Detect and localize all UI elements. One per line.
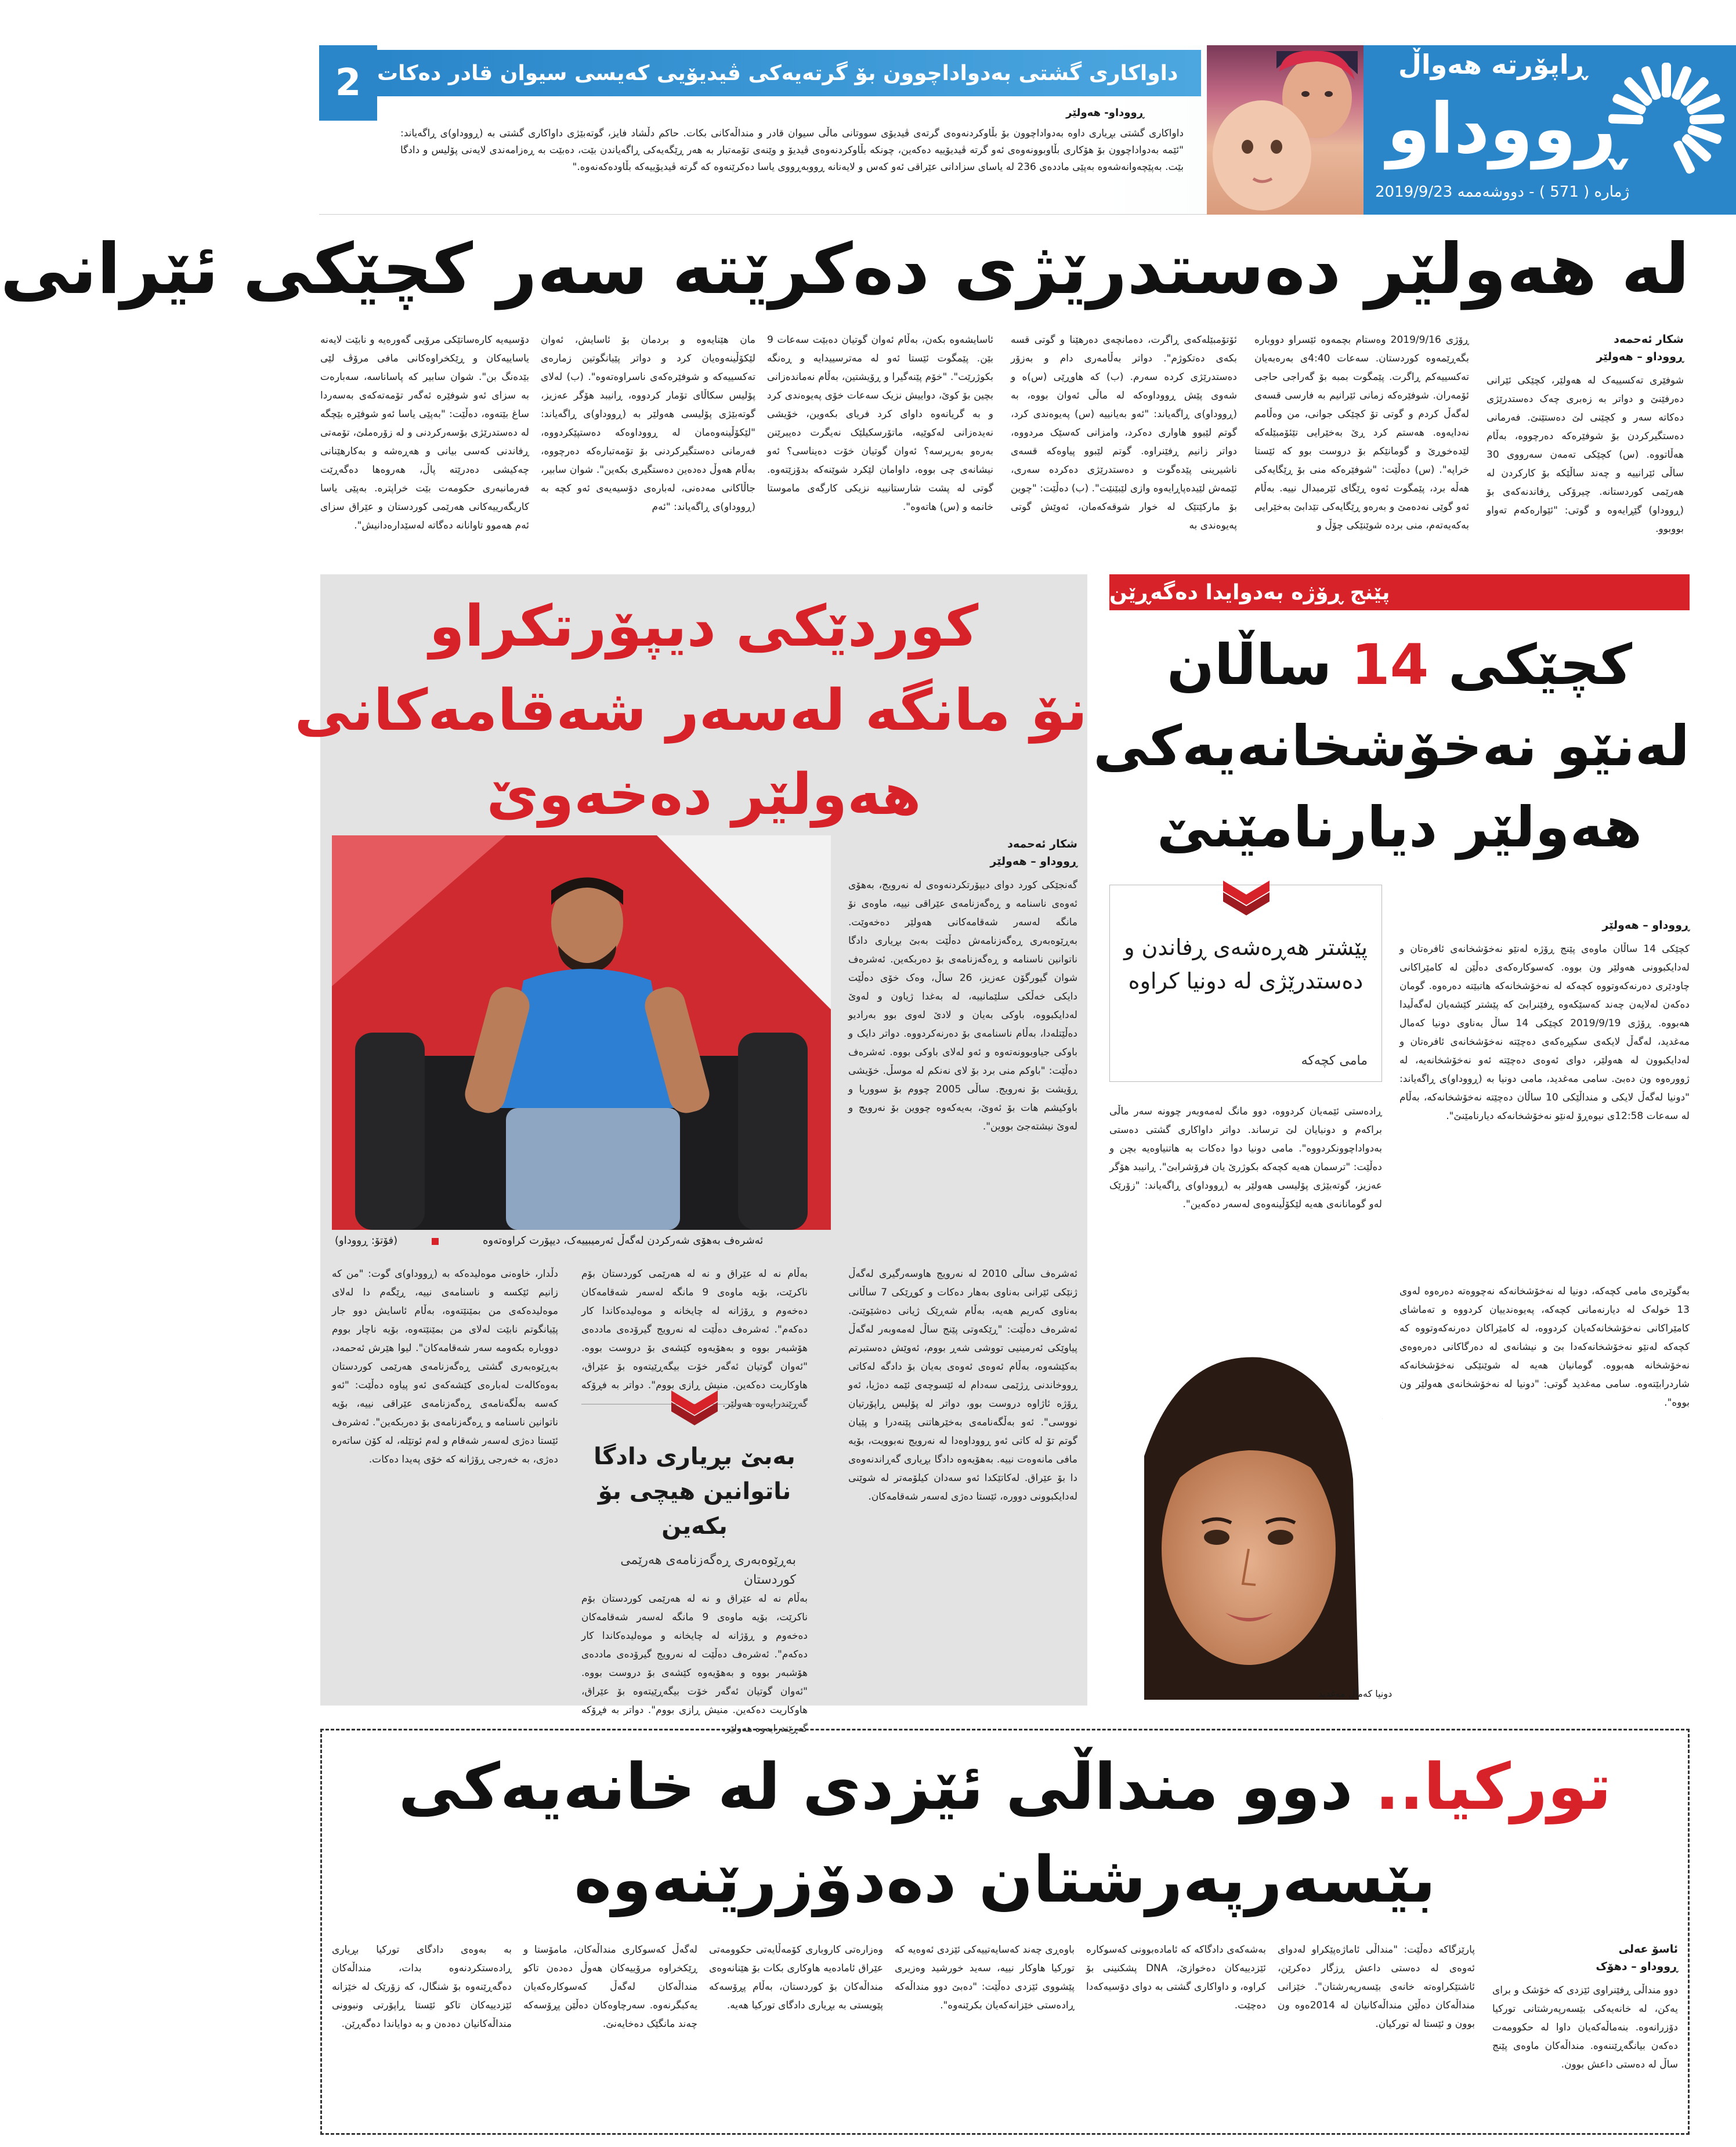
issue-info: ژمارە ( 571 ) - دووشەممە 2019/9/23 — [1375, 183, 1630, 201]
page-number-box — [319, 45, 377, 121]
right-quote-text: پێشتر هەڕەشەی ڕفاندن و دەستدرێژی لە دونیا کراوە — [1124, 935, 1368, 994]
bottom-byline — [1533, 1940, 1678, 1975]
right-headline-part: ساڵان — [1166, 632, 1351, 697]
masthead — [319, 45, 1736, 215]
bottom-column: پارێزگاکە دەڵێت: "منداڵی ئاماژەپێکراو لەدوای ئەوەی لە دەستی داعش ڕزگار دەکرێن، ئاشتێکراوەتە خانەی بێسەرپەرشتان". خێزانی منداڵەکان دەڵێن منداڵەکانیان لە 2014ەوە ون بوون و ئێستا لە تورکیان. — [1278, 1944, 1475, 2030]
teaser-body: داواکاری گشتی بڕیاری داوە بەدواداچوون بۆ بڵاوکردنەوەی گرتەی ڤیدیۆی سووتانی ماڵی سیوان قادر و منداڵەکانی بکات. حاکم دڵشاد فایز، گوتەبێژی داواکاری گشتی بە (ڕووداو)ی ڕاگەیاند: "ئێمە بەدواداچوون بۆ هۆکاری بڵاوبوونەوەی ئەو گرتە ڤیدیۆییە دەکەین، چونکە بڵاوکردنەوەی ڤیدیۆ و وێنەی تۆمەتبار بە هەر ڕێگەیەکی ڕاگەیاندن بێت، دەبێت بە ڕەزامەندی لایەنی پۆلیس و دادگا بێت. بەپێچەوانەشەوە بەپێی ماددەی 236 لە یاسای سزادانی عێراقی ئەو کەس و لایەنانە ڕووبەڕووی یاسا دەکرێنەوە کە گرتە ڤیدیۆییەکە بڵاودەکەنەوە." — [400, 128, 1184, 173]
right-headline-part: کچێکی — [1428, 632, 1633, 697]
main-column: دۆسیەیە کارەساتێکی مرۆیی گەورەیە و نابێت لایەنە یاساییەکان و ڕێکخراوەکانی مافی مرۆڤ لێی بێدەنگ بن". شوان سابیر کە پاساناسە، سەبارەت بە سزای ئەو شوفێرە ئەگەر تۆمەتەکەی بەسەردا ساغ بێتەوە، دەڵێت: "بەپێی یاسا ئەو شوفێرە بێچگە لە دەستدرێژی بۆسەرکردنی و لە زۆرەملێ، تۆمەتی ڕفاندنی کەسی بیانی و هەڕەشە و بەکارهێنانی چەکیشی دەدرێتە پاڵ، هەروەها دەگەڕێت فەرمانبەری حکومەت بێت خراپترە. بەپێی یاسا کاریگەرییەکانی هەرێمی کوردستان و عێراق سزای ئەم هەموو تاوانانە دەگاتە لەسێدارەدانیش". — [320, 334, 529, 531]
right-quote-box — [1109, 885, 1382, 1082]
girl-portrait-photo — [1109, 1305, 1382, 1700]
left-byline-place: ڕووداو – هەولێر — [990, 855, 1077, 868]
logo-rays-icon — [1608, 63, 1724, 179]
left-column: بەڵام نە لە عێراق و نە لە هەرێمی کوردستان بۆم ناکرێت، بۆیە ماوەی 9 مانگە لەسەر شەقامەکان دەخەوم و ڕۆژانە لە چایخانە و موەلیدەکاندا کار دەکەم". ئەشرەف دەڵێت لە نەرویج گیرۆدەی ماددەی هۆشبەر بووە و بەهۆیەوە کێشەی بۆ دروست بووە. "ئەوان گوتیان ئەگەر خۆت بیگەڕێیتەوە بۆ عێراق، هاوکاریت دەکەین. منیش ڕازی بووم". دواتر بە فڕۆکە گەڕێندرایەوە هەولێر. — [581, 1593, 808, 1735]
left-column: بەڵام نە لە عێراق و نە لە هەرێمی کوردستان بۆم ناکرێت، بۆیە ماوەی 9 مانگە لەسەر شەقامەکان دەخەوم و ڕۆژانە لە چایخانە و موەلیدەکاندا کار دەکەم". ئەشرەف دەڵێت لە نەرویج گیرۆدەی ماددەی هۆشبەر بووە و بەهۆیەوە کێشەی بۆ دروست بووە. "ئەوان گوتیان ئەگەر خۆت بیگەڕێیتەوە بۆ عێراق، هاوکاریت دەکەین. منیش ڕازی بووم". دواتر بە فڕۆکە گەڕێندرایەوە هەولێر. — [581, 1268, 808, 1410]
bottom-column: لەگەڵ کەسوکاری منداڵەکان، مامۆستا و ڕێکخراوە مرۆییەکان هەوڵ دەدەن تاکو منداڵەکان لەگەڵ کەسوکارەکەیان یەکبگرنەوە. سەرچاوەکان دەڵێن پڕۆسەکە چەند مانگێک دەخایەنێ. — [523, 1944, 697, 2030]
left-byline-name: شکار ئەحمەد — [1007, 838, 1077, 850]
logo-text: ڕووداو — [1387, 89, 1624, 169]
main-column: ئۆتۆمبێلەکەی ڕاگرت، دەمانچەی دەرهێنا و گوتی قسە بکەی دەتکوژم". دواتر بەڵامەری دام و بەزۆر دەستدرێژی کردە سەرم. (ب) کە هاوڕێی (س)ە و شەوی پێش ڕووداوەکە لە ماڵی ئەوان بووە، بە (ڕووداو)ی ڕاگەیاند: "ئەو بەیانییە (س) پەیوەندی کرد، گوتم لێبوو هاواری دەکرد، وامزانی کەسێک مردووە، دواتر زانیم ڕفێنراوە. گوتم لێبوو پیاوەکە قسەی ناشیرینی پێدەگوت و دەستدرێژی دەکردە سەری، ئێمەش لێیدەپاڕایەوە وازی لێبێنێت". (ب) دەڵێت: "چوین بۆ مارکێتێک لە خوار شوقەکەمان، ئەوێش گوتی پەیوەندی بە — [1011, 334, 1237, 531]
right-headline-line: هەولێر دیارنامێنێ — [1156, 795, 1643, 860]
right-kicker: پێنج ڕۆژە بەدوایدا دەگەڕێن — [1109, 580, 1390, 604]
teaser-title: داواکاری گشتی بەدواداچوون بۆ گرتەیەکی ڤیدیۆیی کەیسی سیوان قادر دەکات — [377, 61, 1178, 85]
chevron-down-icon — [1223, 881, 1270, 915]
bottom-byline-name: ئاسۆ عەلی — [1618, 1943, 1678, 1956]
right-photo-caption: دونیا کەمال مەغدید — [1318, 1688, 1393, 1699]
left-quote-source: بەڕێوەبەری ڕەگەزنامەی هەرێمی کوردستان — [620, 1553, 796, 1587]
left-headline-line: کوردێکی دیپۆرتکراو — [429, 593, 979, 660]
left-photo — [332, 835, 831, 1230]
right-byline: ڕووداو – هەولێر — [1602, 919, 1690, 932]
bottom-column: بەشەکەی دادگاکە کە ئامادەبوونی کەسوکارە ئێزدییەکان دەخوازێ، DNA پشکنینی بۆ کراوە، و داواکاری گشتی بە دوای دۆسیەکەدا دەچێت. — [1086, 1944, 1266, 2011]
page-number: 2 — [335, 61, 361, 104]
right-photo — [1109, 1305, 1382, 1700]
right-column: ڕادەستی ئێمەیان کردووە، دوو مانگ لەمەوبەر چوونە سەر ماڵی براکەم و دونیایان لێ ترساند. دواتر داواکاری گشتی دەستی بەدواداچوونکردووە". مامی دونیا دوا دەکات بە هاتنیاوەیە بچن و دەڵێت: "ترسمان هەیە کچەکە بکوژرێ یان فرۆشرابێ". ڕانیبد هۆگر عەزیز، گوتەبێژی پۆلیسی هەولێر بە (ڕووداو)ی ڕاگەیاند: "زۆرێک لەو گومانانەی هەیە لێکۆڵینەوەی لەسەر دەکەین". — [1109, 1106, 1382, 1210]
teaser-byline: ڕووداو- هەولێر — [1066, 107, 1144, 119]
chevron-down-icon — [671, 1391, 718, 1425]
left-quote-box — [581, 1404, 808, 1587]
main-column: ئاسایشەوە بکەن، بەڵام ئەوان گوتیان دەبێت سەعات 9 بێن. پێمگوت ئێستا ئەو لە مەترسییدایە و ڕەنگە بکوژرێت". "خۆم پێنەگیرا و ڕۆیشتین، بەڵام نەماندەزانی بچین بۆ کوێ، دواییش نزیک سەعات خۆی پەیوەندی کرد و بە گریانەوە داوای کرد فریای بکەوین، خۆیشی نەیدەزانی لەکوێیە، ماتۆرسکیلێک نەیگرت دەیبرێنن بەرەو بەرپرسە؟ ئەوان گوتیان خۆت دەیناسی؟ ئەو نیشانەی چی بووە، داوامان لێکرد شوێنەکە بدۆزێتەوە. گوتی لە پشت شارستانییە نزیکی کارگەی ماموستا خانمە و (س) هاتەوە". — [767, 334, 993, 513]
right-headline-line — [1109, 624, 1690, 706]
left-photo-credit: (فۆتۆ: ڕووداو) — [335, 1234, 398, 1247]
right-headline-line: لەنێو نەخۆشخانەیەکی — [1093, 714, 1690, 779]
man-on-couch-photo — [332, 835, 831, 1230]
bottom-byline-place: ڕووداو – دهۆک — [1596, 1960, 1678, 1973]
bottom-headline-red: تورکیا.. — [1375, 1750, 1612, 1824]
mother-child-photo — [1207, 45, 1364, 215]
left-column: دڵدار، خاوەنی موەلیدەکە بە (ڕووداو)ی گوت: "من کە زانیم ئێکسە و ناسنامەی نییە، ڕێگەم دا لەلای موەلیدەکەی من بمێنێتەوە، بەڵام ئاسایش دوو جار پێیانگوتم نابێت لەلای من بمێنێتەوە، بۆیە ناچار بووم دووبارە بکەومە سەر شەقامەکان". لیوا هێرش ئەحمەد، بەڕێوەبەری گشتی ڕەگەزنامەی هەرێمی کوردستان بەوەکالەت لەبارەی کێشەکەی ئەو پیاوە دەڵێت: "ئەو کەسە بەڵگەنامەی ڕەگەزنامەی عێراقی نییە، بۆیە ناتوانین ناسنامە و ڕەگەزنامەی بۆ دەربکەین". ئەشرەف ئێستا دەژی لەسەر شەقام و لەم ئوتێلە، لە کۆن ساتەرە دەژی، بە خەرجی ڕۆژانە کە خۆی پەیدا دەکات. — [332, 1268, 558, 1465]
main-byline — [1539, 331, 1684, 365]
bottom-headline-rest: دوو منداڵی ئێزدی لە خانەیەکی — [398, 1750, 1375, 1824]
logo — [1364, 45, 1736, 215]
main-column: مان هێنایەوە و بردمان بۆ ئاسایش، ئەوان لێکۆڵینەوەیان کرد و دواتر پێیانگوتین زمارەی تەکسییەکە و شوفێرەکەی ناسراوەتەوە". (ب) لەلای پۆلیس سکاڵای تۆمار کردووە، ڕانیبد هۆگر عەزیز، گوتەبێژی پۆلیسی هەولێر بە (ڕووداو)ی ڕاگەیاند: "لێکۆڵینەوەمان لە ڕووداوەکە دەستپێکردووە، فەرمانی دەستگیرکردنی بۆ تۆمەتبارەکە دەرچووە، بەڵام هەوڵ دەدەین دەستگیری بکەین". شوان سابیر، جاڵاکانی مەدەنی، لەبارەی دۆسیەیەی ئەو کچە بە (ڕووداو)ی ڕاگەیاند: "ئەم — [541, 334, 755, 513]
teaser-title-band — [377, 50, 1201, 96]
main-column: شوفێری تەکسییەک لە هەولێر، کچێکی ئێرانی دەرفێنێ و دواتر بە زەبری چەک دەستدرێژی دەکاتە سەر و کچێنی لێ دەستێنێ. فەرمانی دەستگیرکردن بۆ شوفێرەکە دەرچووە، بەڵام هەڵاتووە. (س) کچێکی تەمەن سەرووی 30 ساڵی ئێرانییە و چەند ساڵێکە بۆ کارکردن لە هەرێمی کوردستانە. چیرۆکی ڕفاندنەکەی بۆ (ڕووداو) گێڕایەوە و گوتی: "ئێوارەکەم تەواو بووبوو. — [1487, 375, 1684, 535]
right-kicker-band — [1109, 574, 1690, 610]
bottom-headline-line2: بێسەرپەرشتان دەدۆزرێنەوە — [574, 1842, 1436, 1917]
main-byline-name: شکار ئەحمەد — [1614, 333, 1684, 346]
teaser-photo — [1207, 45, 1364, 215]
right-headline-number: 14 — [1351, 632, 1429, 697]
left-column: ئەشرەف ساڵی 2010 لە نەرویج هاوسەرگیری لەگەڵ ژنێکی ئێرانی بەناوی بەهار دەکات و کوڕێکی 7 ساڵانی بەناوی کەریم هەیە، بەڵام شەڕێک ژیانی دەشێوێنێ. ئەشرەف دەڵێت: "ڕێکەوتی پێنج ساڵ لەمەوبەر لەگەڵ پیاوێکی ئەرمینیی تووشی شەڕ بووم، ئەوێش دەستبرتم بەکێشەوە، بەڵام ئەوەی ئەوەی بەیان بۆ دادگە لەکاتی ڕووخاندنی ڕژێمی سەدام لە ئێسوچەی ئێمە دەژیا، ئەو ڕۆژە ئاژاوە دروست بوو، دواتر لە پۆلیس ڕاپۆرتیان نووسی". ئەو بەڵگەنامەی بەخێرهاتنی پێنەدرا و پێیان گوتم تۆ لە کاتی ئەو ڕووداوەدا لە نەرویج نەبوویت، بۆیە مافی مانەوەت نییە. بەهۆیەوە دادگا بڕیاری گەڕاندنەوەی دا بۆ عێراق. لەکاتێکدا ئەو سەدان کیلۆمەتر لە شوێنی لەدایکبوونی دوورە، ئێستا دەژی لەسەر شەقامەکان. — [848, 1268, 1077, 1502]
left-quote-text: بەبێ بڕیاری دادگا ناتوانین هیچی بۆ بکەین — [594, 1443, 795, 1540]
bottom-headline-line1 — [320, 1740, 1690, 1833]
left-column: گەنجێکی کورد دوای دیپۆرتکردنەوەی لە نەرویج، بەهۆی ئەوەی ناسنامە و ڕەگەزنامەی عێراقی نییە، ماوەی نۆ مانگە لەسەر شەقامەکانی هەولێر دەخەوێت. بەڕێوەبەری ڕەگەزنامەش دەڵێت بەبێ بڕیاری دادگا ناتوانین ناسنامە و ڕەگەزنامەی بۆ دەربکەین. ئەشرەف شوان گیورگۆن عەزیز، 26 ساڵ، وەک خۆی دەڵێت دایکی خەڵکی سلێمانییە، لە بەغدا ژیاون و لەوێ لەدایکبووە، باوکی بەیان و لادێ لەوی بوو بەرادیو دەڵێتلەدا، بەڵام ناسنامەی بۆ دەرنەکردووە. دواتر دایک و باوکی جیاوبوونەتەوە و ئەو لەلای باوکی بووە. ئەشرەف دەڵێت: "باوکم منی برد بۆ لای نەنکم لە موسڵ. خۆیشی ڕۆیشت بۆ نەرویج. ساڵی 2005 چووم بۆ سووریا و باوکیشم هات بۆ ئەوێ، بەیەکەوە چووین بۆ نەرویج و لەوێ نیشتەجێ بووین". — [848, 879, 1077, 1132]
bottom-column: دوو منداڵی ڕفێنراوی ئێزدی کە خۆشک و برای یەکن، لە خانەیەکی بێسەرپەرشتانی تورکیا دۆزرانەوە. بنەماڵەکەیان داوا لە حکوومەت دەکەن بیانگەڕێننەوە. منداڵەکان ماوەی پێنج ساڵ لە دەستی داعش بوون. — [1492, 1985, 1678, 2070]
right-quote-source: مامی کچەکە — [1301, 1053, 1368, 1068]
left-credit-marker — [432, 1238, 439, 1245]
left-headline-line: نۆ مانگە لەسەر شەقامەکانی — [294, 678, 1087, 744]
right-column: کچێکی 14 ساڵان ماوەی پێنج ڕۆژە لەنێو نەخۆشخانەی ئافرەتان و لەدایکبوونی هەولێر ون بووە. کەسوکارەکەی دەڵێن لە کامێراکانی چاودێری دەرنەکەوتووە کچەکە لە نەخۆشخانەکە هاتبێتە دەرەوە. گومان دەکەن لەلایەن چەند کەسێکەوە ڕفێنرابێ کە پێشتر کێشەیان لەگەڵیدا هەبووە. ڕۆژی 2019/9/19 کچێکی 14 ساڵ بەناوی دونیا کەمال مەغدید، لەگەڵ لایکەی سکپڕەکەی دەچێتە نەخۆشخانەی ئافرەتان و لەدایکبوون لە هەولێر، دوای ئەوەی دەچێتە ئەو نەخۆشخانەیە، لە ژوورەوە ون دەبێ. سامی مەغدید، مامی دونیا بە (ڕووداو)ی ڕاگەیاند: "دونیا لەگەڵ لایکی و منداڵێکی 10 ساڵان دەچێتە نەخۆشخانەکە، بەڵام لە سەعات 12:58ی نیوەڕۆ لەنێو نەخۆشخانەکە دیارنامێنێ". — [1399, 943, 1690, 1122]
main-column: ڕۆژی 2019/9/16 وەستام بچمەوە ئێسراو دووبارە بگەڕێمەوە کوردستان. سەعات 4:40ی بەرەبەیان تەکسییەکم ڕاگرت. پێمگوت بمبە بۆ گەراجی حاجی ئۆمەران. شوفێرەکە زمانی ئێرانیم بە فارسی قسەی لەگەڵ کردم و گوتی تۆ کچێکی جوانی، من وەڵامم نەدایەوە. هەستم کرد ڕێ بەخێرایی تێئۆمبێلەکە لێدەخوڕێ و گومانێکم بۆ دروست بوو کە ئێستا خراپە". (س) دەڵێت: "شوفێرەکە منی بۆ ڕێگایەکی هەڵە برد، پێمگوت ئەوە ڕێگای ئێرمبدال نییە. بەڵام ئەو گوێی نەدەمێ و بەرەو ڕێگایەکی تێدابێ بەخێرایی بەکەیەتەم، منی بردە شوێنێکی چۆڵ و — [1254, 334, 1469, 531]
right-column: بەگوێرەی مامی کچەکە، دونیا لە نەخۆشخانەکە نەچووەتە دەرەوە لەوی 13 خولەک لە دیارنەمانی کچەکە، پەیوەندییان کردووە و تەماشای کامێراکانی نەخۆشخانەکەیان کردووە، لە کامێراکان دەرنەکەوتووە کە کچەکە لەنێو نەخۆشخانەکەدا بێ و نیشانەی لە دەرگاکانی دەرەوەی نەخۆشخانە هەبووە. گومانیان هەیە لە شوێنێکی نەخۆشخانەکە شاردرابێتەوە. سامی مەغدید گوتی: "دونیا لە نەخۆشخانەی هەولێر ون بووە". — [1399, 1286, 1690, 1409]
main-byline-place: ڕووداو – هەولێر — [1596, 350, 1684, 363]
bottom-column: وەزارەتی کاروباری کۆمەڵایەتی حکوومەتی عێراق ئامادەیە هاوکاری بکات بۆ هێنانەوەی منداڵەکان بۆ کوردستان، بەڵام پڕۆسەکە پێویستی بە بڕیاری دادگای تورکیا هەیە. — [709, 1944, 883, 2011]
left-photo-caption: ئەشرەف بەهۆی شەرکردن لەگەڵ ئەرمیبییەک، دیپۆرت کراوەتەوە — [483, 1234, 764, 1247]
bottom-column: باوەڕی چەند کەسایەتییەکی ئێزدی ئەوەیە کە تورکیا هاوکار نییە، سەید خورشید وەزیری پێشووی ئێزدی دەڵێت: "دەبێ دوو منداڵەکە ڕادەستی خێزانەکەیان بکرێنەوە". — [895, 1944, 1075, 2011]
main-headline: لە هەولێر دەستدرێژی دەکرێتە سەر کچێکی ئێرانی — [0, 229, 1690, 310]
left-byline — [941, 835, 1077, 870]
left-headline-line: هەولێر دەخەوێ — [486, 762, 921, 828]
bottom-column: بە بەوەی دادگای تورکیا بڕیاری ڕادەستکردنەوە بدات، منداڵەکان دەگەڕێنەوە بۆ شنگال، کە زۆرێک لە خێزانە ئێزدییەکان تاکو ئێستا ڕاپۆرتی ونبوونی منداڵەکانیان دەدەن و بە دوایاندا دەگەڕێن. — [332, 1944, 512, 2030]
section-label: ڕاپۆرتە هەواڵ — [1398, 49, 1587, 80]
